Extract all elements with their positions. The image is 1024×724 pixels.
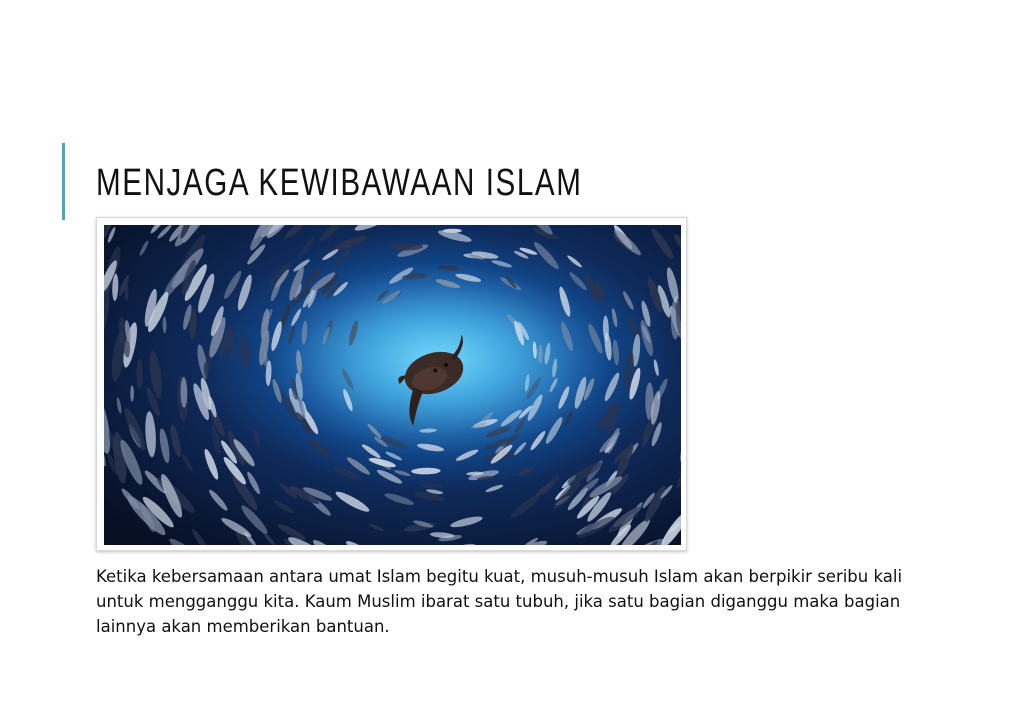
slide-title: MENJAGA KEWIBAWAAN ISLAM	[96, 162, 583, 204]
sea-lion-fish-school-image	[104, 225, 681, 545]
photo-frame	[96, 217, 687, 551]
title-accent-bar	[62, 143, 65, 220]
slide-body-text: Ketika kebersamaan antara umat Islam begitu kuat, musuh-musuh Islam akan berpikir seribu kali untuk mengganggu kita. Kaum Muslim ibarat satu tubuh, jika satu bagian diganggu maka bagian lainnya akan memberikan bantuan.	[96, 567, 903, 636]
